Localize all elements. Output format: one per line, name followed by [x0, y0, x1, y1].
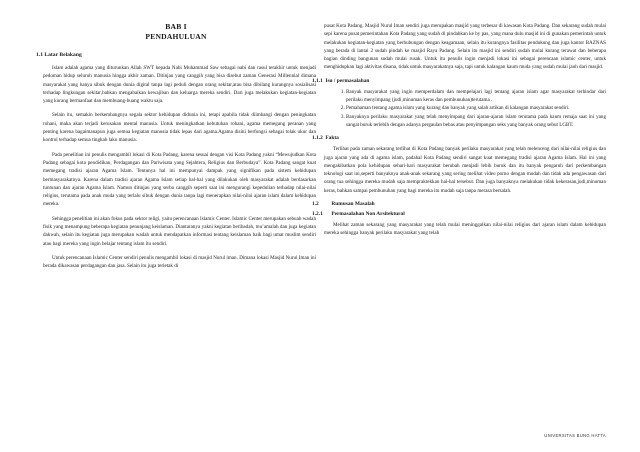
chapter-heading	[36, 22, 316, 42]
subsection-heading-non-arsitektural	[312, 211, 606, 218]
subsection-title: Fakta	[325, 135, 339, 142]
subsection-number: 1.1.1	[312, 77, 323, 84]
subsection-heading-isu	[312, 78, 606, 85]
subsection-title: Isu / permasalahan	[325, 77, 370, 84]
section-title: Rumusan Masalah	[331, 201, 375, 208]
paragraph: Selain itu, semakin berkembangnya segala sektor kehidupan didunia ini, tetapi apabila tidak diimbangi dengan peningkatan rohani, maka akan terjadi kerusakan mental manusia. Untuk meningkatkan kebutuhan rohani, agama memegang peranan yang penting karena bagaimanapun juga semua kegiatan manusia tidak lepas dari agama.Agama disini berfungsi sebagai tolak ukur dan kontrol terhadap semua tingkah laku manusia.	[43, 112, 316, 144]
list-item: 1. Banyak masyarakat yang ingin memperdalam dan mempelajari lagi tentang ajaran islam agar masyarakat terhindar dari perilaku menyimpang (judi,minuman keras dan pembunuhan)terutama .	[346, 88, 606, 105]
issue-list	[312, 88, 606, 129]
paragraph: Islam adalah agama yang diturunkan Allah SWT kepada Nabi Muhammad Saw sebagai nabi dan rasul terakhir untuk menjadi pedoman hidup seluruh manusia hingga akhir zaman. Ditinjau yang canggih yang bisa disebut zaman Generasi Millennial dimana masyarakat yang hanya sibuk dengan dunia digital tanpa lagi peduli dengan orang sekitar,atau bisa dibilang kurangnya sosialisasi terhadap lingkungan sekitar,bahkan mengabaikan kewajiban dan keluarga mereka sendiri. Dari juga melakukan kegiatan-kegiatan yang kurang bermanfaat dan membuang-buang waktu saja.	[43, 65, 316, 105]
subsection-number: 1.2.1	[312, 211, 323, 218]
section-heading-rumusan-masalah	[312, 201, 606, 208]
subsection-heading-fakta	[312, 135, 606, 142]
footer-university: UNIVERSITAS BUNG HATTA	[544, 433, 606, 438]
paragraph: Untuk perencanaan Islamic Center sendiri penulis mengambil lokasi di masjid Nurul iman. Dimana lokasi Masjid Nurul Iman ini berada dikawasan perdagangan dan jasa. Selain itu juga terletak di	[43, 254, 316, 270]
chapter-number: BAB I	[165, 22, 187, 31]
paragraph: Sehingga penelitian ini akan fokus pada sektor religi, yaitu perencanaan Islamic Center. Islamic Center merupakan sebuah wadah fisik yang menampung beberapa kegiatan penunjang keislaman. Diantaranya yakni kegiatan beribadah, mu’amalah dan juga kegiatan dakwah, selain itu kegiatan juga merupakan wadah untuk mendapatkan informasi tentang keislaman baik bagi umat muslim sendiri atau bagi mereka yang ingin belajar tentang islam itu sendiri.	[43, 215, 316, 247]
left-column	[36, 22, 316, 277]
paragraph: Pada penelitian ini penulis mengambil lokasi di Kota Padang, karena sesuai dengan visi Kota Padang yakni “Mewujudkan Kota Padang sebagai kota pendidikan, Perdagangan dan Pariwisata yang Sejahtera, Religius dan Berbudaya”. Kota Padang sangat kuat memegang tradisi ajaran Agama Islam. Tentunya hal ini mempunyai dampak yang signifikan pada sistem kehidupan bermasyarakatnya. Karena dalam tradisi ajaran Agama Islam setiap hal-hal yang dilakukan oleh masyarakat adalah berdasarkan tuntunan dan ajaran Agama Islam. Namun ditinjau yang serba canggih seperti saat ini mengurangi kepedulian terhadap nilai-nilai religius, terutama pada anak muda yang terlalu sibuk dengan dunia tanpa lagi menerapkan nilai-nilai ajaran islam dalam kehidupan mereka.	[43, 151, 316, 208]
paragraph: Terlihat pada zaman sekarang terlihat di Kota Padang banyak perilaku masyarakat yang telah melenceng dari nilai-nilai religius dan juga ajaran yang ada di agama islam, padahal Kota Padang sendiri sangat kuat memegang tradisi ajaran Agama Islam. Hal ini yang mengakibatkan pola kehidupan sehari-hari masyarakat berubah menjadi lebih buruk dan itu banyak pengaruh dari perkembangan teknologi saat ini,seperti banyaknya anak-anak sekarang yang sering melihat video porno dengan mudah dan tidak ada pengawasan dari orang tua sehingga mereka mudah saja mempraktekkan hal-hal tersebut. Dan juga banyaknya melakukan tidak kekerasan,judi,minuman keras, bahkan sampai pembunuhan yang bagi mereka itu mudah saja tanpa merasa bersalah.	[324, 146, 606, 194]
chapter-title: PENDAHULUAN	[145, 32, 207, 41]
section-heading-latar-belakang: 1.1 Latar Belakang	[36, 52, 82, 58]
list-item: 2. Pemahaman tentang agama islam yang kurang dan banyak yang salah artikan di kalangan masyarakat sendiri.	[346, 104, 606, 112]
section-number: 1.2	[312, 201, 319, 208]
list-item: 3. Banyaknya perilaku masyarakat yang telah menyimpang dari ajaran-ajaran islam terutama pada kaum remaja saat ini yang sangat buruk terlebih dengan adanya pergaulan bebas atau penyimpangan seks yang banyak orang sebut LGBT.	[346, 113, 606, 130]
subsection-title: Permasalahan Non Arsitektural	[331, 211, 405, 218]
paragraph-continued: pusat Kota Padang. Masjid Nurul Iman sendiri juga merupakan masjid yang terbesar di kawasan Kota Padang. Dan sekarang sudah mulai sepi karena pusat pemerintahan Kota Padang yang sudah di pindahkan ke by pas, yang mana dulu masjid ini di gunakan pemerintah untuk melakukan kegiatan-kegiatan yang berhubungan dengan keagamaan, selain itu kurangnya fasilitas pendukung dan juga kantor BAZNAS yang berada di lantai 2 sudah pindah ke masjid Raya Padang. Selain itu masjid ini sendiri sudah mulai kurang terawat dan beberapa bagian dinding bangunan sudah mulai rusak. Untuk itu penulis ingin menjadi lokasi ini sebagai perencaan islamic center, untuk menghidupkan lagi aktivitas disana, tidak untuk masyarakatnya saja, tapi untuk kalangan kaum muda yang sudah mulai jauh dari masjid.	[324, 23, 606, 71]
paragraph: Melihat zaman sekarang yang masyarakat yang telah mulai meninggalkan nilai-nilai religius dari ajaran islam dalam kehidupan mereka sehingga banyak perilaku masyarakat yang telah	[324, 222, 606, 237]
subsection-number: 1.1.2	[312, 135, 323, 142]
right-column	[312, 22, 606, 244]
